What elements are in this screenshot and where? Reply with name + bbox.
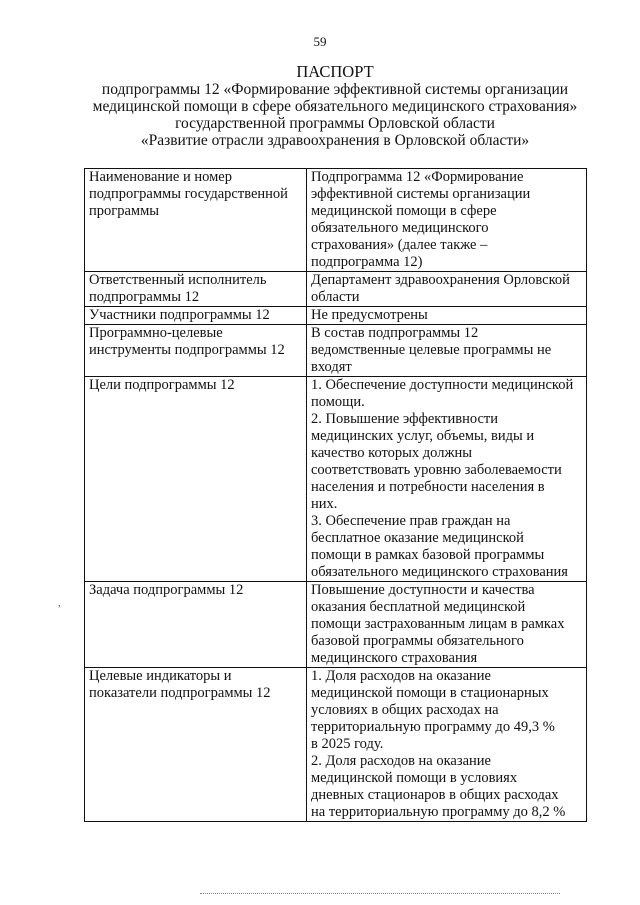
row-label: Целевые индикаторы и показатели подпрограммы 12 <box>85 668 307 822</box>
row-value: Подпрограмма 12 «Формирование эффективной системы организации медицинской помощи в сфере обязательного медицинского страхования» (далее также – подпрограмма 12) <box>307 169 587 272</box>
subtitle-line-4: «Развитие отрасли здравоохранения в Орловской области» <box>140 132 530 149</box>
row-value: 1. Обеспечение доступности медицинской помощи. 2. Повышение эффективности медицинских услуг, объемы, виды и качество которых должны соответствовать уровню заболеваемости населения и потребности населения в них. 3. Обеспечение прав граждан на бесплатное оказание медицинской помощи в рамках базовой программы обязательного медицинского страхования <box>307 377 587 582</box>
row-value: Повышение доступности и качества оказания бесплатной медицинской помощи застрахованным лицам в рамках базовой программы обязательного медицинского страхования <box>307 582 587 668</box>
row-label: Ответственный исполнитель подпрограммы 12 <box>85 272 307 307</box>
table-row <box>85 325 587 377</box>
passport-table <box>84 168 587 822</box>
scan-mark: , <box>58 597 61 609</box>
table-row <box>85 169 587 272</box>
row-value: Не предусмотрены <box>307 307 587 325</box>
table-row <box>85 377 587 582</box>
document-heading <box>40 63 630 149</box>
row-value: В состав подпрограммы 12 ведомственные целевые программы не входят <box>307 325 587 377</box>
page-number: 59 <box>313 34 327 49</box>
table-row <box>85 307 587 325</box>
row-label: Программно-целевые инструменты подпрограммы 12 <box>85 325 307 377</box>
row-label: Задача подпрограммы 12 <box>85 582 307 668</box>
row-label: Цели подпрограммы 12 <box>85 377 307 582</box>
document-title: ПАСПОРТ <box>296 62 374 81</box>
table-row <box>85 582 587 668</box>
subtitle-line-2: медицинской помощи в сфере обязательного медицинского страхования» <box>92 98 578 115</box>
scan-noise <box>200 893 560 896</box>
subtitle-line-3: государственной программы Орловской области <box>175 115 495 132</box>
row-label: Наименование и номер подпрограммы государственной программы <box>85 169 307 272</box>
row-value: 1. Доля расходов на оказание медицинской помощи в стационарных условиях в общих расходах на территориальную программу до 49,3 % в 2025 году. 2. Доля расходов на оказание медицинской помощи в условиях дневных стационаров в общих расходах на территориальную программу до 8,2 % <box>307 668 587 822</box>
row-value: Департамент здравоохранения Орловской области <box>307 272 587 307</box>
subtitle-line-1: подпрограммы 12 «Формирование эффективной системы организации <box>101 81 569 98</box>
table-row <box>85 272 587 307</box>
row-label: Участники подпрограммы 12 <box>85 307 307 325</box>
table-row <box>85 668 587 822</box>
